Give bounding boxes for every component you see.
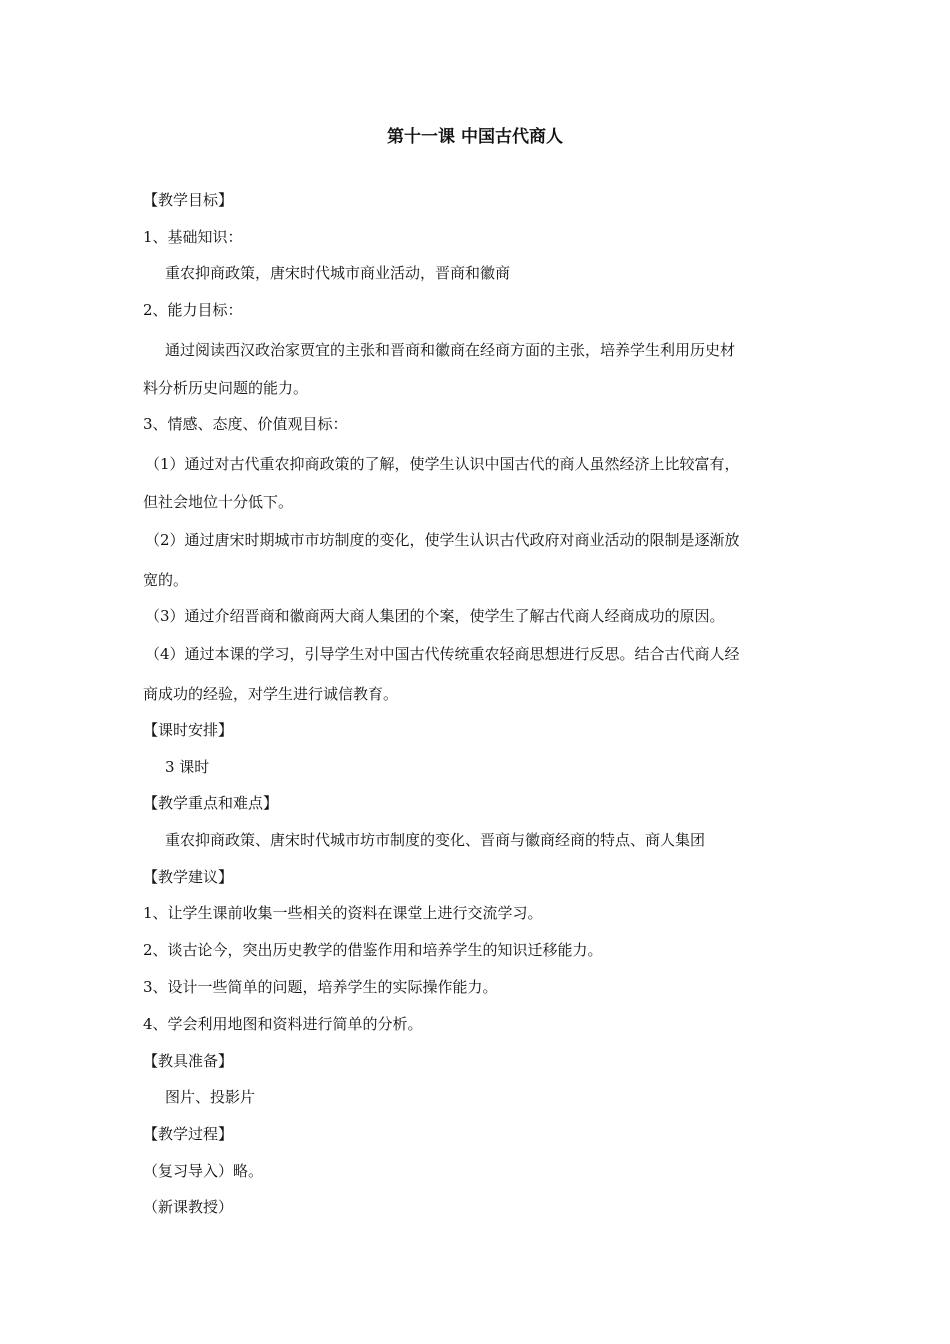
emotion-point-4-line1: （4）通过本课的学习，引导学生对中国古代传统重农轻商思想进行反思。结合古代商人经: [145, 645, 740, 663]
section-heading-schedule: 【课时安排】: [143, 721, 234, 739]
suggestion-1: 1、让学生课前收集一些相关的资料在课堂上进行交流学习。: [143, 904, 543, 922]
objective-ability-text-line2: 料分析历史问题的能力。: [143, 379, 309, 397]
process-new-lesson: （新课教授）: [143, 1198, 234, 1216]
section-heading-materials: 【教具准备】: [143, 1052, 234, 1070]
objective-ability-heading: 2、能力目标：: [143, 301, 243, 319]
emotion-point-3: （3）通过介绍晋商和徽商两大商人集团的个案，使学生了解古代商人经商成功的原因。: [145, 607, 725, 625]
emotion-point-1-line2: 但社会地位十分低下。: [143, 493, 294, 511]
suggestion-4: 4、学会利用地图和资料进行简单的分析。: [143, 1015, 423, 1033]
objective-emotion-heading: 3、情感、态度、价值观目标：: [143, 415, 348, 433]
lesson-title: 第十一课 中国古代商人: [387, 127, 563, 147]
objective-ability-text-line1: 通过阅读西汉政治家贾宜的主张和晋商和徽商在经商方面的主张，培养学生利用历史材: [165, 341, 736, 359]
emotion-point-4-line2: 商成功的经验，对学生进行诚信教育。: [143, 685, 399, 703]
emotion-point-1-line1: （1）通过对古代重农抑商政策的了解，使学生认识中国古代的商人虽然经济上比较富有，: [145, 455, 740, 473]
materials-text: 图片、投影片: [165, 1088, 256, 1106]
emotion-point-2-line2: 宽的。: [143, 571, 189, 589]
section-heading-suggestions: 【教学建议】: [143, 868, 234, 886]
suggestion-2: 2、谈古论今，突出历史教学的借鉴作用和培养学生的知识迁移能力。: [143, 941, 603, 959]
schedule-text: 3 课时: [165, 758, 210, 776]
objective-basic-knowledge-heading: 1、基础知识：: [143, 228, 243, 246]
section-heading-objectives: 【教学目标】: [143, 191, 234, 209]
key-points-text: 重农抑商政策、唐宋时代城市坊市制度的变化、晋商与徽商经商的特点、商人集团: [165, 831, 706, 849]
objective-basic-knowledge-text: 重农抑商政策，唐宋时代城市商业活动，晋商和徽商: [165, 264, 511, 282]
suggestion-3: 3、设计一些简单的问题，培养学生的实际操作能力。: [143, 978, 498, 996]
process-review-intro: （复习导入）略。: [143, 1162, 264, 1180]
section-heading-key-points: 【教学重点和难点】: [143, 794, 279, 812]
section-heading-process: 【教学过程】: [143, 1125, 234, 1143]
emotion-point-2-line1: （2）通过唐宋时期城市市坊制度的变化，使学生认识古代政府对商业活动的限制是逐渐放: [145, 531, 740, 549]
